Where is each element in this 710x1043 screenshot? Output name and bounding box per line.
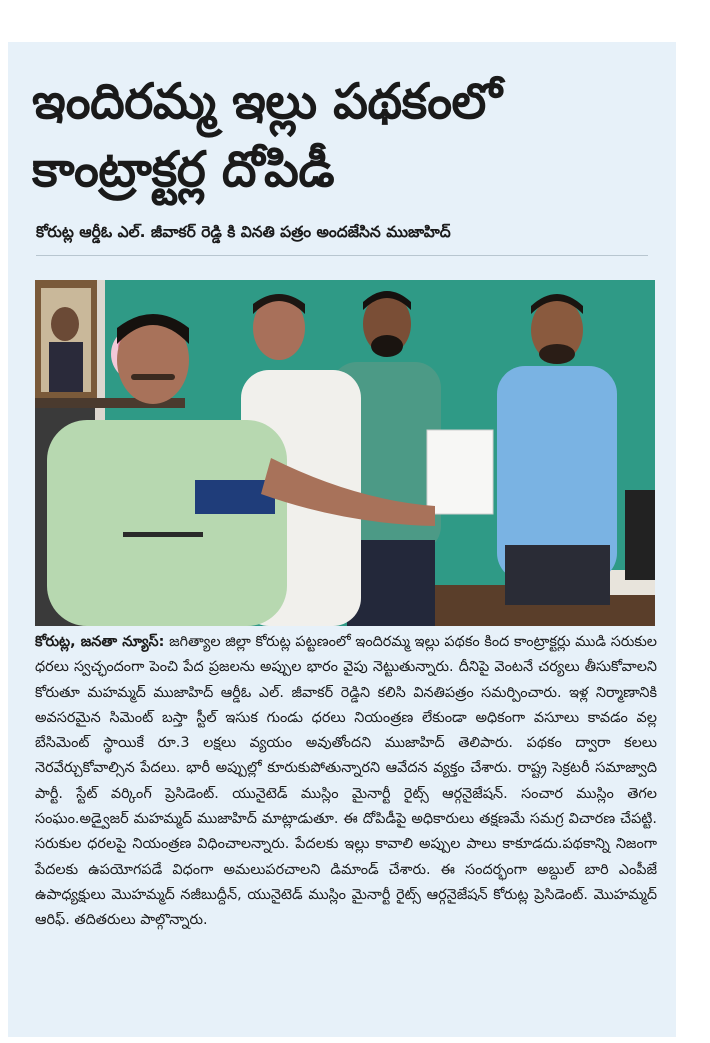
divider — [36, 255, 648, 256]
article-body-text: జగిత్యాల జిల్లా కోరుట్ల పట్టణంలో ఇందిరమ్మ ఇల్లు పథకం కింద కాంట్రాక్టర్లు ముడి సరుకుల ధరలు స్వచ్ఛందంగా పెంచి పేద ప్రజలను అప్పుల భారం వైపు నెట్టుతున్నారు. దీనిపై వెంటనే చర్యలు తీసుకోవాలని కోరుతూ మహమ్మద్ ముజాహిద్ ఆర్డీఓ ఎల్. జీవాకర్ రెడ్డిని కలిసి వినతిపత్రం సమర్పించారు. ఇళ్ల నిర్మాణానికి అవసరమైన సిమెంట్ బస్తా స్టీల్ ఇసుక గుండు ధరలు నియంత్రణ లేకుండా అధికంగా వసూలు కావడం వల్ల బేసిమెంట్ స్థాయికే రూ.3 లక్షలు వ్యయం అవుతోందని ముజాహిద్ తెలిపారు. పథకం ద్వారా కలలు నెరవేర్చుకోవాల్సిన పేదలు. భారీ అప్పుల్లో కూరుకుపోతున్నారని ఆవేదన వ్యక్తం చేశారు. రాష్ట్ర సెక్రటరీ సమాజ్వాది పార్టీ. స్టేట్ వర్కింగ్ ప్రెసిడెంట్. యునైటెడ్ ముస్లిం మైనార్టీ రైట్స్ ఆర్గనైజేషన్. సంచార ముస్లిం తెగల సంఘం.అడ్వైజర్ మహమ్మద్ ముజాహిద్ మాట్లాడుతూ. ఈ దోపిడీపై అధికారులు తక్షణమే సమగ్ర విచారణ చేపట్టి. సరుకుల ధరలపై నియంత్రణ విధించాలన్నారు. పేదలకు ఇల్లు కావాలి అప్పుల పాలు కాకూడదు.పథకాన్ని నిజంగా పేదలకు ఉపయోగపడే విధంగా అమలుపరచాలని డిమాండ్ చేశారు. ఈ సందర్భంగా అబ్దుల్ బారి ఎంపీజే ఉపాధ్యక్షులు మొహమ్మద్ నజీబుద్దీన్, యునైటెడ్ ముస్లిం మైనార్టీ రైట్స్ ఆర్గనైజేషన్ కోరుట్ల ప్రెసిడెంట్. మొహమ్మద్ ఆరిఫ్. తదితరులు పాల్గొన్నారు. — [35, 634, 658, 929]
subheadline: కోరుట్ల ఆర్డీఓ ఎల్. జీవాకర్ రెడ్డి కి వినతి పత్రం అందజేసిన ముజాహిద్ — [36, 223, 451, 241]
headline — [32, 68, 662, 204]
article-body — [35, 630, 657, 934]
headline-line-1: ఇందిరమ్మ ఇల్లు పథకంలో — [32, 73, 502, 130]
news-photo — [35, 280, 655, 626]
dateline: కోరుట్ల, జనతా న్యూస్: — [35, 634, 165, 650]
newspaper-clipping — [8, 42, 676, 1037]
headline-line-2: కాంట్రాక్టర్ల దోపిడీ — [32, 141, 335, 198]
